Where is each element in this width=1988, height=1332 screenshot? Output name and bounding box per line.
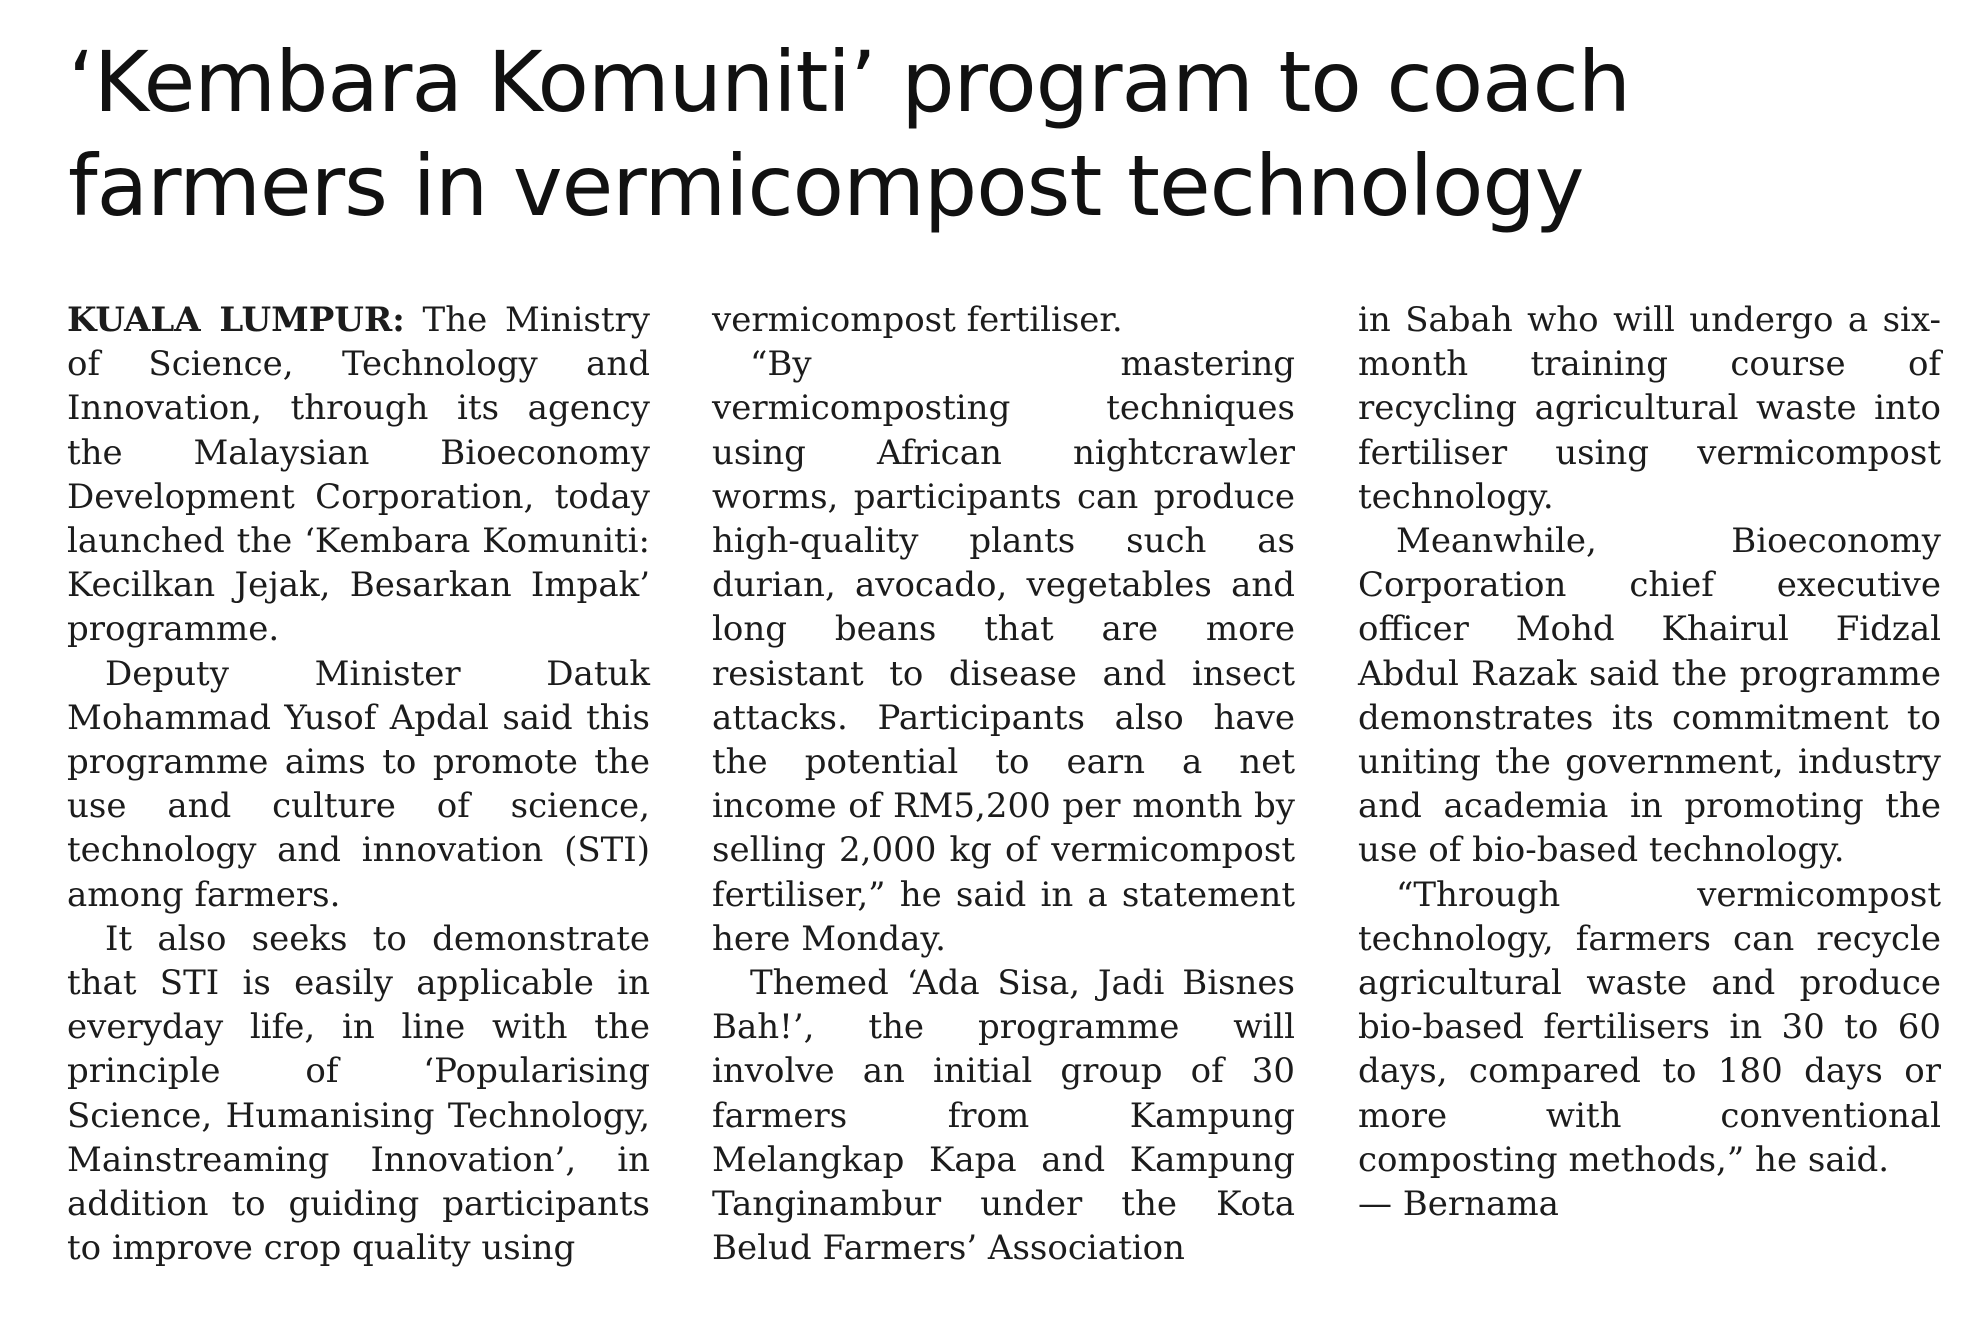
article-column-3 <box>1358 298 1941 1226</box>
paragraph-5: Themed ‘Ada Sisa, Jadi Bisnes Bah!’, the programme will involve an initial group of 30 farmers from Kampung Melangkap Kapa and Kampung Tanginambur under the Kota Belud Farmers’ Association <box>712 963 1295 1269</box>
article-column-2 <box>712 298 1295 1270</box>
dateline: KUALA LUMPUR: <box>67 300 405 340</box>
headline-line-2: farmers in vermicompost technology <box>68 137 1584 235</box>
article-headline <box>68 30 1948 238</box>
paragraph-2: Deputy Minister Datuk Mohammad Yusof Apdal said this programme aims to promote the use and culture of science, technology and innovation (STI) among farmers. <box>67 653 650 915</box>
headline-line-1: ‘Kembara Komuniti’ program to coach <box>68 33 1630 131</box>
paragraph-5-continued: in Sabah who will undergo a six-month training course of recycling agricultural waste into fertiliser using vermicompost technology. <box>1358 300 1941 517</box>
paragraph-1 <box>67 298 650 652</box>
byline: — Bernama <box>1358 1184 1559 1225</box>
paragraph-7: “Through vermicompost technology, farmers can recycle agricultural waste and produce bio-based fertilisers in 30 to 60 days, compared to 180 days or more with conventional composting methods,” he said. <box>1358 874 1941 1180</box>
paragraph-1-text: The Ministry of Science, Technology and Innovation, through its agency the Malaysian Bioeconomy Development Corporation, today launched the ‘Kembara Komuniti: Kecilkan Jejak, Besarkan Impak’ programme. <box>67 300 651 650</box>
paragraph-3: It also seeks to demonstrate that STI is easily applicable in everyday life, in line with the principle of ‘Popularising Science, Humanising Technology, Mainstreaming Innovation’, in addition to guiding participants to improve crop quality using <box>67 918 650 1269</box>
paragraph-6: Meanwhile, Bioeconomy Corporation chief executive officer Mohd Khairul Fidzal Abdul Razak said the programme demonstrates its commitment to uniting the government, industry and academia in promoting the use of bio-based technology. <box>1358 521 1941 871</box>
paragraph-3-continued: vermicompost fertiliser. <box>712 300 1123 340</box>
article-column-1 <box>67 298 650 1270</box>
paragraph-4: “By mastering vermicomposting techniques using African nightcrawler worms, participants can produce high-quality plants such as durian, avocado, vegetables and long beans that are more resistant to disease and insect attacks. Participants also have the potential to earn a net income of RM5,200 per month by selling 2,000 kg of vermicompost fertiliser,” he said in a statement here Monday. <box>712 344 1295 959</box>
